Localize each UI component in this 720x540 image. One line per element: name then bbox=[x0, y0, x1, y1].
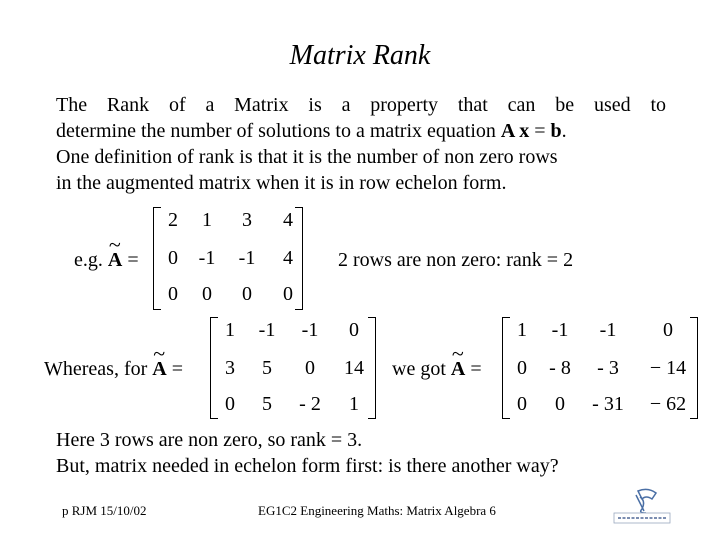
matrix-cell: 0 bbox=[305, 357, 315, 379]
matrix-cell: 0 bbox=[242, 283, 252, 305]
university-logo-icon bbox=[612, 487, 672, 527]
intro-line-3: One definition of rank is that it is the number of non zero rows bbox=[56, 146, 558, 168]
matrix-cell: 2 bbox=[168, 209, 178, 231]
matrix-cell: 1 bbox=[225, 319, 235, 341]
matrix-cell: -1 bbox=[238, 247, 256, 269]
matrix-cell: -1 bbox=[198, 247, 216, 269]
matrix-cell: 1 bbox=[349, 393, 359, 415]
matrix-cell: − 14 bbox=[649, 357, 687, 379]
augmented-matrix-symbol: ~ A bbox=[152, 358, 166, 381]
example-eg-text: e.g. bbox=[74, 249, 108, 271]
equals-sign: = bbox=[529, 120, 551, 142]
matrix-cell: 14 bbox=[344, 357, 364, 379]
original-matrix bbox=[210, 317, 376, 419]
matrix-cell: - 2 bbox=[299, 393, 321, 415]
intro-paragraph bbox=[56, 92, 666, 196]
matrix-cell: -1 bbox=[301, 319, 319, 341]
matrix-cell: 1 bbox=[517, 319, 527, 341]
matrix-cell: - 3 bbox=[597, 357, 619, 379]
matrix-cell: -1 bbox=[551, 319, 569, 341]
whereas-equals: = bbox=[166, 358, 184, 380]
matrix-cell: - 31 bbox=[592, 393, 624, 415]
vector-x-symbol: x bbox=[514, 120, 530, 142]
matrix-cell: 0 bbox=[283, 283, 293, 305]
matrix-cell: 4 bbox=[283, 247, 293, 269]
conclusion-line-2: But, matrix needed in echelon form first: is there another way? bbox=[56, 455, 559, 477]
vector-b-symbol: b bbox=[550, 120, 562, 142]
matrix-cell: 0 bbox=[663, 319, 673, 341]
matrix-cell: 0 bbox=[349, 319, 359, 341]
footer-author: p RJM 15/10/02 bbox=[62, 503, 147, 518]
augmented-matrix-symbol: ~ A bbox=[108, 249, 122, 272]
footer-course: EG1C2 Engineering Maths: Matrix Algebra 6 bbox=[258, 503, 496, 518]
matrix-cell: 4 bbox=[283, 209, 293, 231]
matrix-cell: − 62 bbox=[649, 393, 687, 415]
conclusion-paragraph bbox=[56, 427, 696, 479]
matrix-cell: 0 bbox=[168, 283, 178, 305]
augmented-matrix-symbol: ~ A bbox=[451, 358, 465, 381]
matrix-cell: 0 bbox=[517, 357, 527, 379]
matrix-cell: - 8 bbox=[549, 357, 571, 379]
example-note: 2 rows are non zero: rank = 2 bbox=[338, 249, 574, 271]
matrix-cell: 3 bbox=[225, 357, 235, 379]
whereas-text: Whereas, for bbox=[44, 358, 153, 380]
matrix-a-symbol: A bbox=[500, 120, 515, 142]
intro-line-2 bbox=[56, 118, 666, 144]
got-equals: = bbox=[465, 358, 482, 380]
period: . bbox=[561, 120, 567, 142]
matrix-cell: 0 bbox=[517, 393, 527, 415]
matrix-cell: 3 bbox=[242, 209, 252, 231]
matrix-cell: 0 bbox=[168, 247, 178, 269]
intro-line-2-text: determine the number of solutions to a matrix equation bbox=[56, 120, 501, 142]
intro-line-1: The Rank of a Matrix is a property that can be used to bbox=[56, 94, 666, 116]
example-matrix bbox=[153, 207, 303, 310]
got-label bbox=[392, 358, 482, 381]
matrix-cell: 1 bbox=[202, 209, 212, 231]
right-bracket bbox=[690, 317, 698, 419]
intro-line-4: in the augmented matrix when it is in row echelon form. bbox=[56, 172, 507, 194]
conclusion-line-1: Here 3 rows are non zero, so rank = 3. bbox=[56, 429, 363, 451]
slide-title: Matrix Rank bbox=[289, 40, 431, 71]
matrix-cell: -1 bbox=[599, 319, 617, 341]
matrix-cell: 5 bbox=[262, 357, 272, 379]
matrix-cell: -1 bbox=[258, 319, 276, 341]
matrix-cell: 0 bbox=[225, 393, 235, 415]
whereas-label bbox=[44, 358, 183, 381]
matrix-cell: 0 bbox=[202, 283, 212, 305]
echelon-matrix bbox=[502, 317, 698, 419]
matrix-cell: 0 bbox=[555, 393, 565, 415]
example-equals: = bbox=[122, 249, 139, 271]
example-label bbox=[74, 249, 139, 272]
got-text: we got bbox=[392, 358, 451, 380]
matrix-cell: 5 bbox=[262, 393, 272, 415]
